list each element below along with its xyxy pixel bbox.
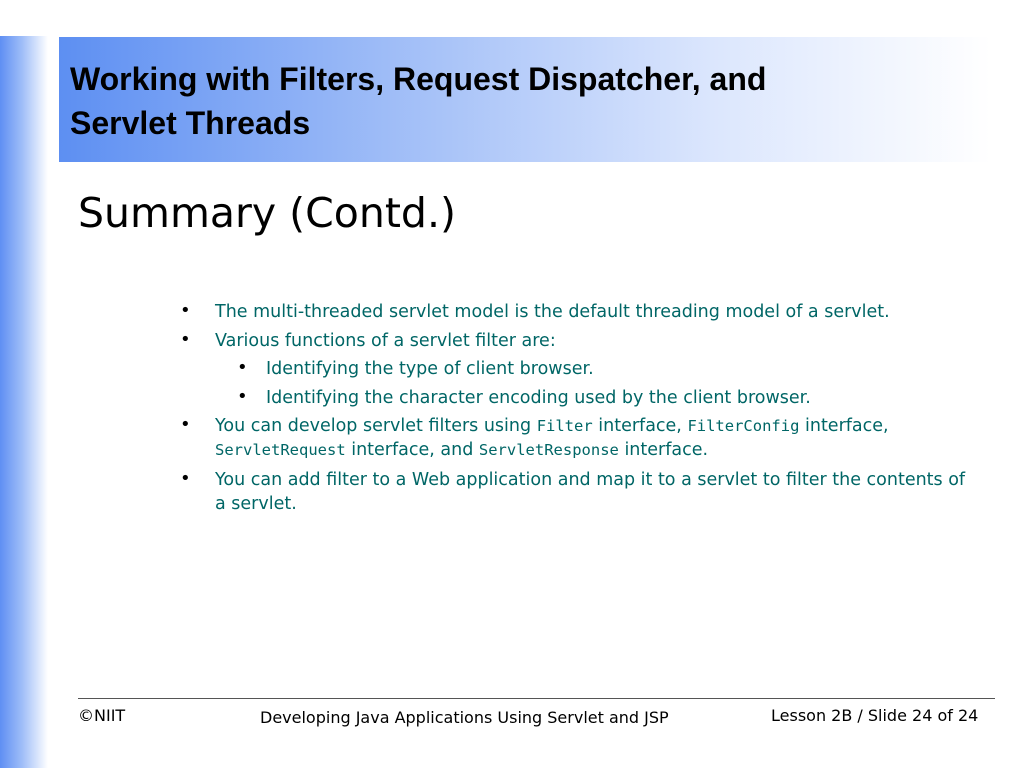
code-filterconfig: FilterConfig [687, 417, 800, 435]
bullet-dot-icon: • [180, 300, 191, 321]
left-gradient-bar [0, 36, 48, 768]
bullet-text-part: You can develop servlet filters using [215, 416, 537, 436]
footer-copyright: ©NIIT [78, 706, 126, 725]
bullet-list [178, 301, 973, 521]
sub-bullet-text: Identifying the type of client browser. [266, 359, 594, 379]
bullet-item-3 [178, 415, 973, 462]
bullet-dot-icon: • [237, 357, 248, 378]
bullet-dot-icon: • [237, 385, 248, 407]
bullet-text: Various functions of a servlet filter are: [215, 330, 556, 351]
slide-header-title [70, 57, 970, 145]
code-servletresponse: ServletResponse [478, 440, 619, 459]
bullet-text: You can add filter to a Web application and map it to a servlet to filter the contents of a servlet. [215, 470, 966, 514]
bullet-text-part: interface, [592, 416, 688, 436]
code-servletrequest: ServletRequest [215, 440, 346, 459]
sub-bullet-item-2 [178, 387, 973, 411]
bullet-text: The multi-threaded servlet model is the default threading model of a servlet. [215, 302, 890, 322]
footer-course-title: Developing Java Applications Using Servlet and JSP [260, 708, 669, 727]
code-filter: Filter [536, 417, 593, 435]
bullet-item-1 [178, 301, 973, 325]
bullet-text [215, 416, 889, 460]
sub-bullet-item-1 [178, 358, 973, 382]
slide-subtitle: Summary (Contd.) [78, 189, 456, 237]
bullet-dot-icon: • [180, 414, 191, 435]
footer-divider [78, 698, 995, 699]
bullet-text-part: interface, and [345, 439, 479, 460]
bullet-dot-icon: • [180, 328, 191, 350]
bullet-item-4 [178, 469, 973, 516]
header-title-line-1: Working with Filters, Request Dispatcher, and [70, 61, 767, 97]
sub-bullet-text: Identifying the character encoding used by the client browser. [266, 387, 811, 408]
bullet-text-part: interface. [618, 439, 709, 460]
bullet-text-part: interface, [799, 416, 889, 436]
header-title-line-2: Servlet Threads [70, 105, 311, 141]
footer-slide-number: Lesson 2B / Slide 24 of 24 [771, 706, 979, 725]
bullet-item-2 [178, 330, 973, 354]
bullet-dot-icon: • [180, 468, 191, 489]
